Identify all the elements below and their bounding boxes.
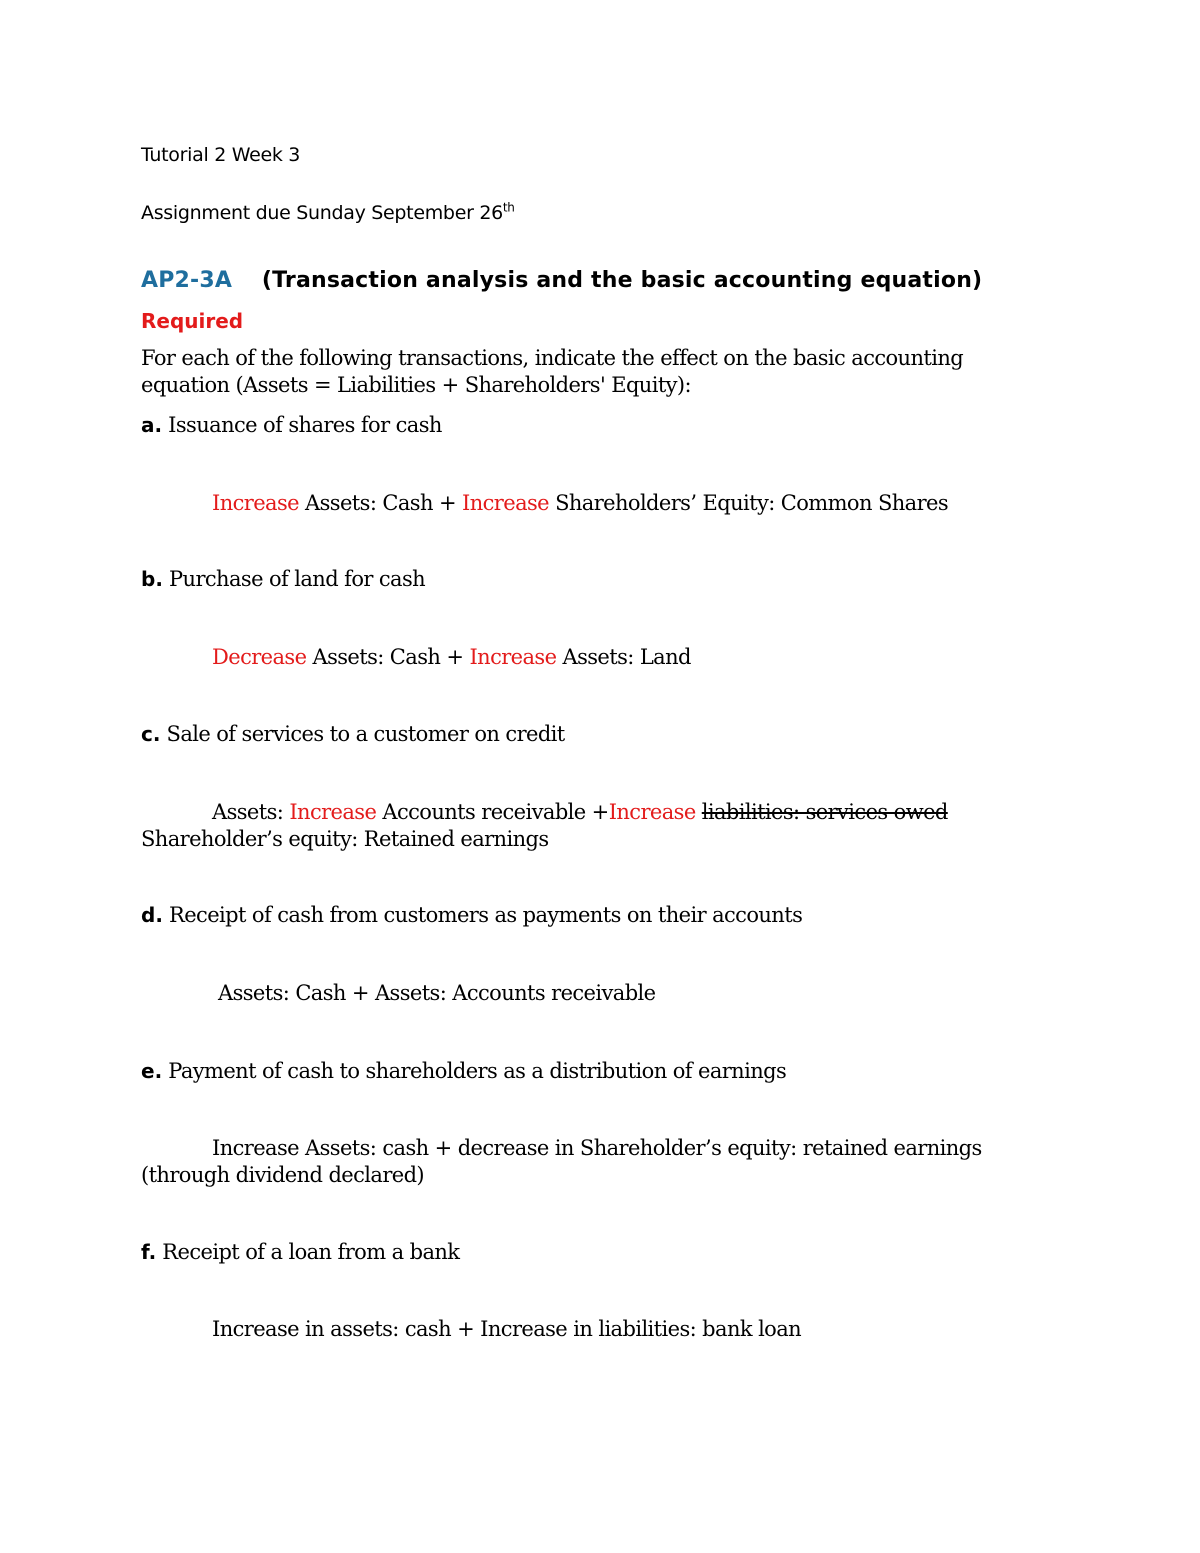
item-b-question-text: Purchase of land for cash: [162, 567, 426, 591]
item-a-answer: [212, 491, 948, 515]
item-e-answer-line-2: [141, 1163, 424, 1187]
item-f-answer: [212, 1317, 801, 1341]
item-a-letter: a.: [141, 413, 163, 437]
tutorial-heading-text: Tutorial 2 Week 3: [141, 144, 301, 166]
instruction-line-2: [141, 373, 691, 397]
item-a-question-text: Issuance of shares for cash: [162, 413, 442, 437]
item-c-answer-part-1: Assets:: [212, 800, 290, 824]
item-c-letter: c.: [141, 722, 161, 746]
problem-code: AP2-3A: [141, 268, 233, 293]
item-b-answer: [212, 645, 691, 669]
item-a-answer-part-2: Assets: Cash +: [298, 491, 463, 515]
item-a-question: [141, 413, 442, 437]
item-a-answer-increase-1: Increase: [212, 491, 299, 515]
item-c-question-text: Sale of services to a customer on credit: [160, 722, 565, 746]
item-b-answer-part-4: Assets: Land: [556, 645, 691, 669]
required-label-text: Required: [141, 309, 244, 333]
tutorial-heading: [141, 144, 300, 166]
item-c-answer-increase-1: Increase: [289, 800, 377, 824]
item-d-answer-text: Assets: Cash + Assets: Accounts receivable: [218, 981, 656, 1005]
problem-heading: [141, 268, 982, 293]
instruction-line-1-text: For each of the following transactions, indicate the effect on the basic accounting: [141, 346, 964, 370]
item-e-question-text: Payment of cash to shareholders as a distribution of earnings: [162, 1059, 787, 1083]
required-label: [141, 309, 243, 333]
item-c-question: [141, 722, 565, 746]
item-f-answer-text: Increase in assets: cash + Increase in liabilities: bank loan: [212, 1317, 802, 1341]
item-d-answer: [218, 981, 655, 1005]
item-e-letter: e.: [141, 1059, 163, 1083]
problem-title: (Transaction analysis and the basic accounting equation): [261, 268, 983, 293]
item-e-question: [141, 1059, 786, 1083]
item-b-answer-part-2: Assets: Cash +: [306, 645, 470, 669]
item-f-question: [141, 1240, 459, 1264]
instruction-line-2-text: equation (Assets = Liabilities + Shareholders' Equity):: [141, 373, 691, 397]
item-e-answer-line-1-text: Increase Assets: cash + decrease in Shareholder’s equity: retained earnings: [212, 1136, 982, 1160]
item-c-answer-line-1: [212, 800, 948, 824]
item-e-answer-line-1: [212, 1136, 982, 1160]
instruction-line-1: [141, 346, 963, 370]
item-d-question: [141, 903, 802, 927]
item-c-answer-line-2-text: Shareholder’s equity: Retained earnings: [141, 827, 549, 851]
assignment-due-superscript: th: [502, 200, 515, 215]
assignment-due-text: Assignment due Sunday September 26: [141, 202, 503, 224]
item-d-question-text: Receipt of cash from customers as payments on their accounts: [162, 903, 803, 927]
item-d-letter: d.: [141, 903, 163, 927]
item-c-answer-line-2: [141, 827, 549, 851]
item-c-answer-part-3: Accounts receivable +: [376, 800, 609, 824]
item-c-answer-struck-text: liabilities: services owed: [701, 800, 948, 824]
assignment-due-line: [141, 202, 515, 224]
item-b-question: [141, 567, 425, 591]
item-b-answer-decrease: Decrease: [212, 645, 307, 669]
item-a-answer-increase-2: Increase: [462, 491, 549, 515]
item-a-answer-part-4: Shareholders’ Equity: Common Shares: [549, 491, 949, 515]
item-b-answer-increase: Increase: [469, 645, 557, 669]
item-f-letter: f.: [141, 1240, 157, 1264]
item-b-letter: b.: [141, 567, 163, 591]
item-c-answer-increase-2: Increase: [608, 800, 696, 824]
item-e-answer-line-2-text: (through dividend declared): [141, 1163, 425, 1187]
item-f-question-text: Receipt of a loan from a bank: [156, 1240, 460, 1264]
